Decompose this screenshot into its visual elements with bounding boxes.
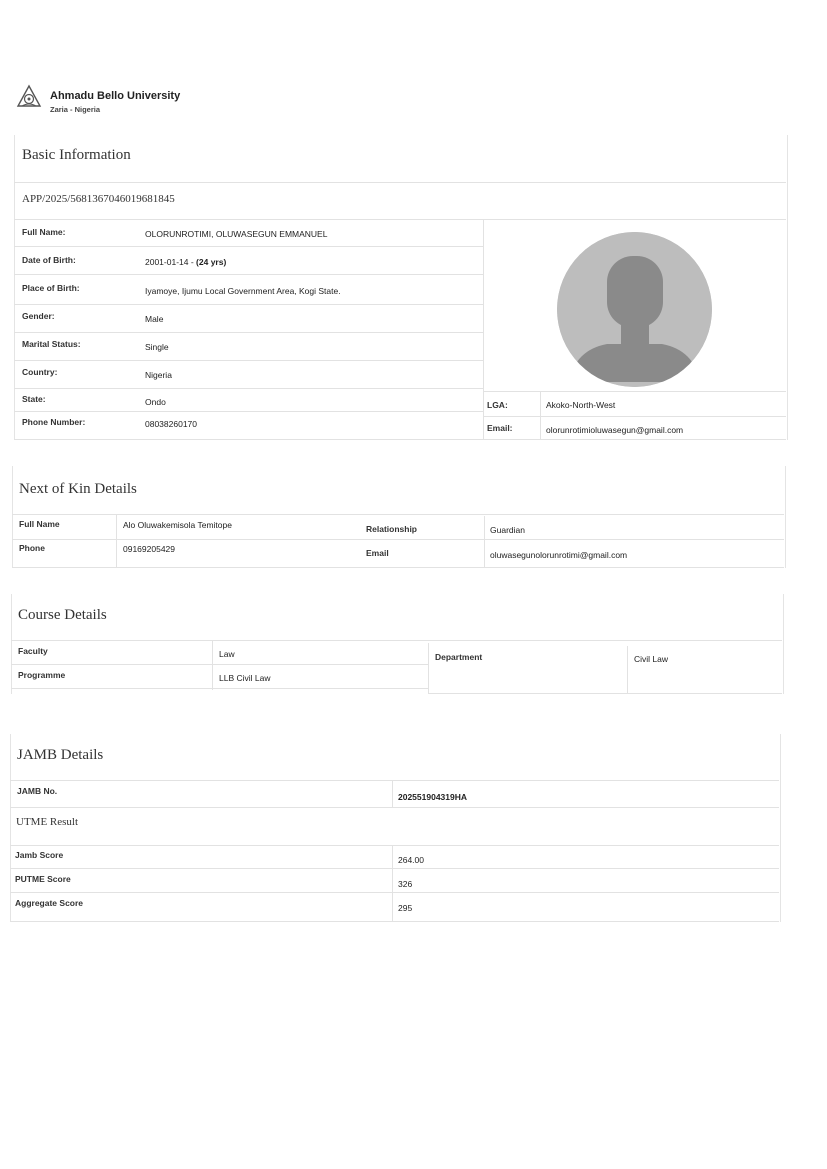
- phone-number-label: Phone Number:: [22, 417, 86, 427]
- putme-score-value: 326: [398, 879, 413, 889]
- jamb-score-value: 264.00: [398, 855, 424, 865]
- lga-label: LGA:: [487, 400, 508, 410]
- university-name: Ahmadu Bello University: [50, 90, 181, 102]
- jamb-score-label: Jamb Score: [15, 850, 64, 860]
- programme-value: LLB Civil Law: [219, 673, 271, 683]
- gender-value: Male: [145, 314, 164, 324]
- department-label: Department: [435, 652, 483, 662]
- phone-number-value: 08038260170: [145, 419, 198, 429]
- faculty-label: Faculty: [18, 646, 48, 656]
- university-crest-icon: [16, 84, 42, 110]
- university-location: Zaria - Nigeria: [50, 105, 101, 114]
- place-of-birth-label: Place of Birth:: [22, 283, 80, 293]
- place-of-birth-value: Iyamoye, Ijumu Local Government Area, Kogi State.: [145, 286, 341, 296]
- putme-score-label: PUTME Score: [15, 874, 71, 884]
- jamb-no-value: 202551904319HA: [398, 792, 468, 802]
- programme-label: Programme: [18, 670, 66, 680]
- utme-result-title: UTME Result: [16, 816, 79, 828]
- gender-label: Gender:: [22, 311, 55, 321]
- country-label: Country:: [22, 367, 58, 377]
- course-title: Course Details: [18, 607, 107, 623]
- course-panel: [11, 594, 784, 694]
- next-of-kin-title: Next of Kin Details: [19, 481, 137, 497]
- jamb-panel: [10, 734, 781, 922]
- full-name-label: Full Name:: [22, 227, 66, 237]
- jamb-title: JAMB Details: [17, 747, 104, 763]
- kin-full-name-label: Full Name: [19, 519, 60, 529]
- dob-value: 2001-01-14 - (24 yrs): [145, 257, 227, 267]
- aggregate-score-label: Aggregate Score: [15, 898, 84, 908]
- marital-status-value: Single: [145, 342, 169, 352]
- email-value: olorunrotimioluwasegun@gmail.com: [546, 425, 684, 435]
- full-name-value: OLORUNROTIMI, OLUWASEGUN EMMANUEL: [145, 229, 328, 239]
- kin-email-value: oluwasegunolorunrotimi@gmail.com: [490, 550, 628, 560]
- lga-value: Akoko-North-West: [546, 400, 616, 410]
- age-value: (24 yrs): [196, 257, 227, 267]
- state-value: Ondo: [145, 397, 166, 407]
- kin-phone-label: Phone: [19, 543, 45, 553]
- faculty-value: Law: [219, 649, 235, 659]
- marital-status-label: Marital Status:: [22, 339, 81, 349]
- kin-relationship-label: Relationship: [366, 524, 418, 534]
- application-number: APP/2025/5681367046019681845: [22, 193, 175, 205]
- state-label: State:: [22, 394, 46, 404]
- kin-relationship-value: Guardian: [490, 525, 525, 535]
- department-value: Civil Law: [634, 654, 669, 664]
- kin-email-label: Email: [366, 548, 389, 558]
- kin-full-name-value: Alo Oluwakemisola Temitope: [123, 520, 232, 530]
- jamb-no-label: JAMB No.: [17, 786, 58, 796]
- email-label: Email:: [487, 423, 513, 433]
- dob-label: Date of Birth:: [22, 255, 76, 265]
- aggregate-score-value: 295: [398, 903, 413, 913]
- kin-phone-value: 09169205429: [123, 544, 176, 554]
- avatar-placeholder-icon: [557, 232, 712, 387]
- basic-info-title: Basic Information: [22, 147, 131, 163]
- country-value: Nigeria: [145, 370, 172, 380]
